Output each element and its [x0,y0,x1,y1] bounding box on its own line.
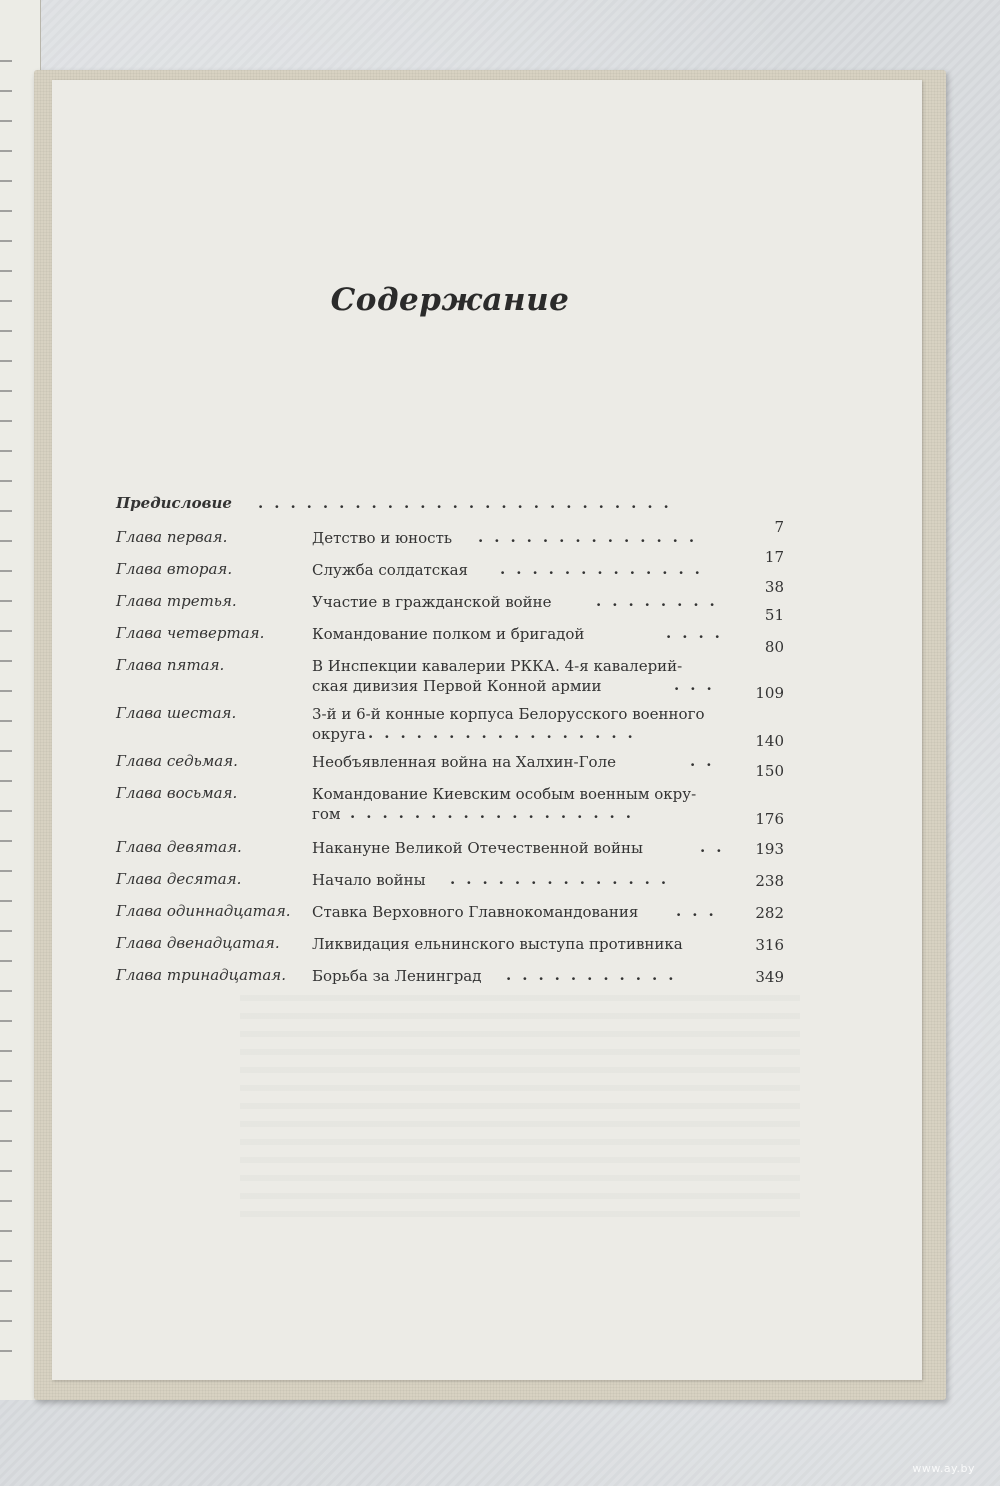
toc-title: Командование полком и бригадой [312,625,585,643]
toc-title: Начало войны [312,871,426,889]
toc-page: 109 [755,684,784,702]
toc-entry: Глава седьмая. Необъявленная война на Халхин-Голе .. [0,752,1000,792]
toc-page: 282 [755,904,784,922]
toc-page: 140 [755,732,784,750]
toc-entry: Глава первая. Детство и юность .............. [0,528,1000,568]
page-title: Содержание [330,282,570,318]
toc-chapter: Глава девятая. [116,838,242,856]
toc-title: Ставка Верховного Главнокомандования [312,903,639,921]
toc-title-line1: 3-й и 6-й конные корпуса Белорусского военного [312,705,705,723]
toc-chapter: Глава седьмая. [116,752,238,770]
toc-chapter: Глава четвертая. [116,624,265,642]
toc-entry: Глава тринадцатая. Борьба за Ленинград ........... [0,966,1000,1006]
toc-page: 349 [755,968,784,986]
toc-chapter: Глава шестая. [116,704,237,722]
toc-page: 38 [764,578,784,596]
toc-title: Необъявленная война на Халхин-Голе [312,753,616,771]
toc-entry: Глава четвертая. Командование полком и бригадой .... [0,624,1000,664]
toc-page: 17 [764,548,784,566]
toc-entry: Глава вторая. Служба солдатская ............. [0,560,1000,600]
toc-chapter: Глава первая. [116,528,228,546]
toc-title-line1: Командование Киевским особым военным окру- [312,785,697,803]
toc-page: 7 [774,518,784,536]
toc-chapter: Глава одиннадцатая. [116,902,291,920]
toc-page: 238 [755,872,784,890]
toc-chapter: Глава третья. [116,592,237,610]
toc-title-line2: округа [312,725,366,743]
toc-page: 80 [764,638,784,656]
toc-title: Накануне Великой Отечественной войны [312,839,643,857]
toc-chapter: Глава двенадцатая. [116,934,280,952]
table-of-contents: Предисловие .......................... 7 Глава первая. Детство и юность .............. 17 Глава вторая. Служба солдатская ............. 38 Глава третья. Участие в гражданской войне ........ 51 Глава четвертая. Командование полком и бригадой .... 80 Глава пятая. В Инспекции кавалерии РККА. 4-я кавалерий- ская дивизия Первой Конной армии ... 109 Глава шестая. 3-й и 6-й конные корпуса Белорусского военного округа ................. 140 Глава седьмая. Необъявленная война на Халхин-Голе .. 150 Глава восьмая. Командование Киевским особым военным окру- гом .................. 176 Глава девятая. Накануне Великой Отечественной войны .. 193 Глава десятая. Начало войны .............. 238 Глава одиннадцатая. Ставка Верховного Главнокомандования ... 282 Глава двенадцатая. Ликвидация ельнинского выступа противника 316 Глава тринадцатая. Борьба за Ленинград ........... 349 [0,0,1000,1486]
toc-title: Борьба за Ленинград [312,967,482,985]
toc-entry: Глава десятая. Начало войны .............. [0,870,1000,910]
toc-page: 316 [755,936,784,954]
toc-entry: Глава одиннадцатая. Ставка Верховного Главнокомандования ... [0,902,1000,942]
toc-chapter: Глава вторая. [116,560,233,578]
toc-title: Ликвидация ельнинского выступа противника [312,935,683,953]
watermark: www.ay.by [912,1462,975,1475]
toc-title-line2: гом [312,805,341,823]
toc-title-line1: В Инспекции кавалерии РККА. 4-я кавалерий- [312,657,683,675]
toc-page: 193 [755,840,784,858]
toc-entry: Глава девятая. Накануне Великой Отечественной войны .. [0,838,1000,878]
toc-title-line2: ская дивизия Первой Конной армии [312,677,602,695]
toc-chapter: Глава восьмая. [116,784,238,802]
toc-title: Детство и юность [312,529,453,547]
toc-page: 51 [764,606,784,624]
toc-chapter: Глава тринадцатая. [116,966,286,984]
toc-title: Служба солдатская [312,561,468,579]
toc-chapter: Глава пятая. [116,656,225,674]
toc-chapter: Глава десятая. [116,870,242,888]
toc-page: 150 [755,762,784,780]
toc-page: 176 [755,810,784,828]
toc-entry: Глава третья. Участие в гражданской войне ........ [0,592,1000,632]
toc-entry-preface: Предисловие .......................... [116,494,680,512]
toc-title: Участие в гражданской войне [312,593,552,611]
toc-chapter: Предисловие [116,494,232,512]
